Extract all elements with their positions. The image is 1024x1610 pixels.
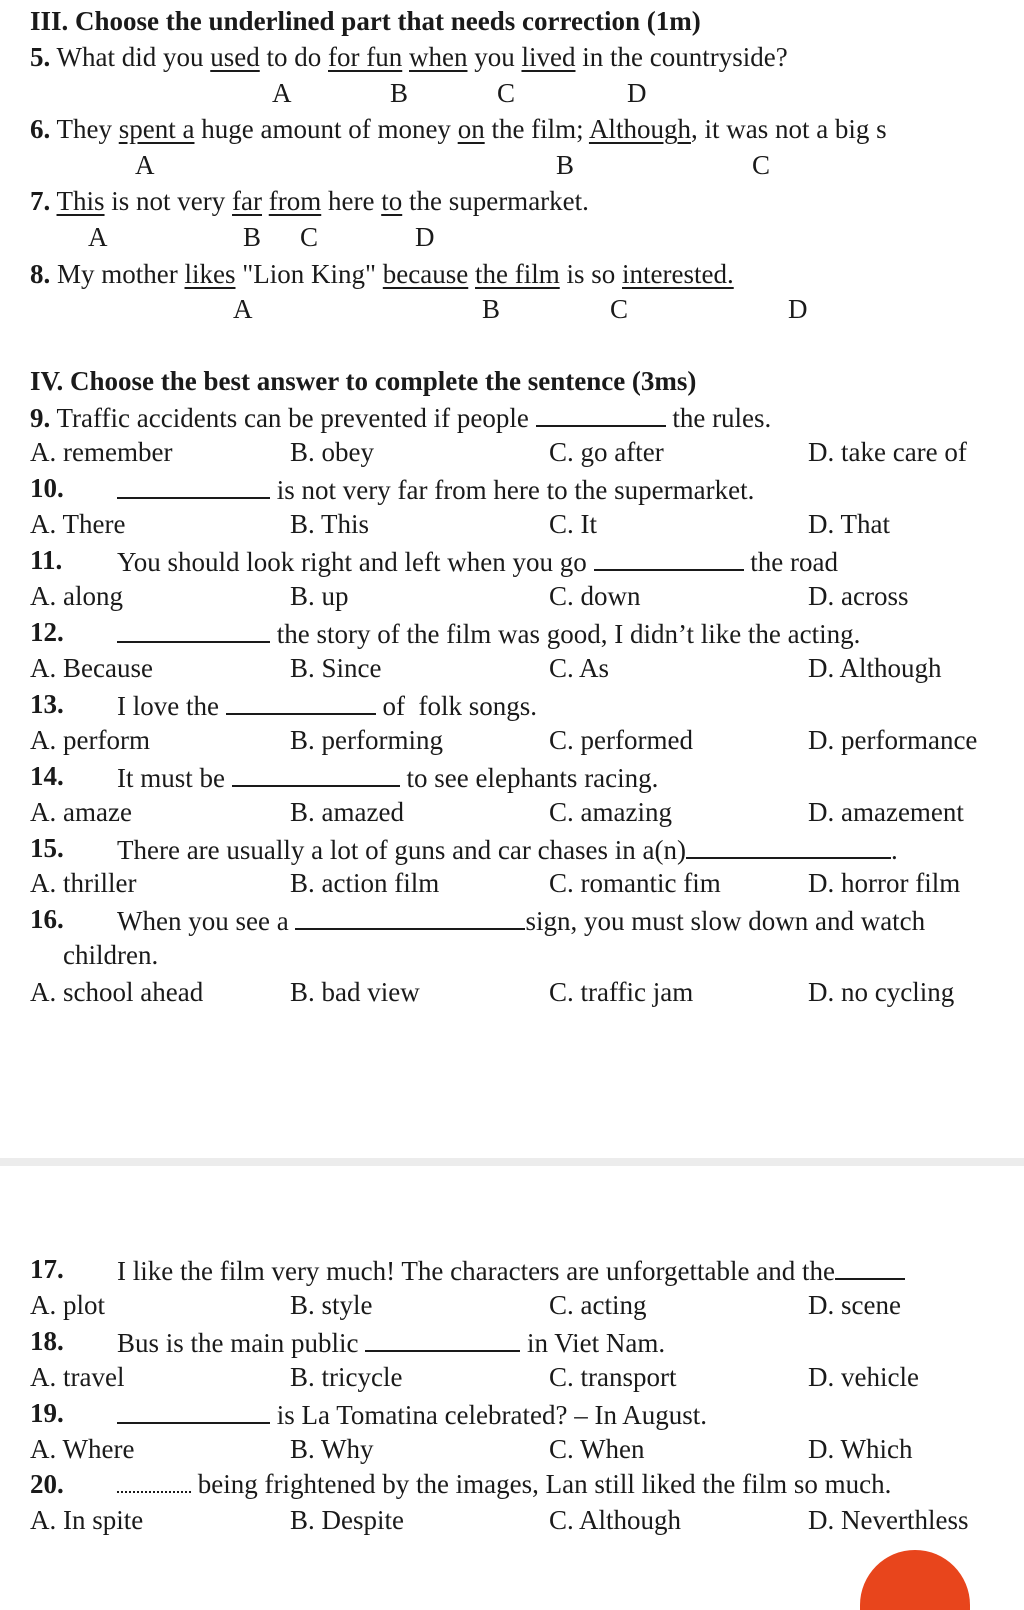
q13-option-a[interactable]: A. perform bbox=[30, 725, 150, 755]
q7-underline-a: This bbox=[56, 186, 105, 216]
q12-option-c[interactable]: C. As bbox=[549, 653, 610, 683]
q20-option-d[interactable]: D. Neverthless bbox=[808, 1505, 969, 1535]
question-8: 8. My mother likes "Lion King" because the film is so interested. bbox=[30, 259, 734, 289]
q12-option-d[interactable]: D. Although bbox=[808, 653, 942, 683]
q7-number: 7. bbox=[30, 186, 51, 216]
q13-option-d[interactable]: D. performance bbox=[808, 725, 978, 755]
question-15: 15. bbox=[30, 833, 64, 863]
q7-underline-b: far bbox=[232, 186, 262, 216]
q19-stem: is La Tomatina celebrated? – In August. bbox=[117, 1400, 707, 1429]
q12-option-a[interactable]: A. Because bbox=[30, 653, 153, 683]
q18-blank[interactable] bbox=[365, 1328, 520, 1352]
q7-label-d: D bbox=[415, 222, 435, 252]
q8-underline-d: interested. bbox=[622, 259, 734, 289]
q6-underline-a: spent a bbox=[118, 114, 195, 144]
question-19: 19. bbox=[30, 1398, 64, 1428]
q18-option-b[interactable]: B. tricycle bbox=[290, 1362, 403, 1392]
section-iii-heading: III. Choose the underlined part that needs correction (1m) bbox=[30, 6, 701, 36]
q18-option-d[interactable]: D. vehicle bbox=[808, 1362, 919, 1392]
q8-underline-b: because bbox=[382, 259, 469, 289]
q6-label-a: A bbox=[135, 150, 155, 180]
q5-label-a: A bbox=[272, 78, 292, 108]
q20-stem: being frightened by the images, Lan still liked the film so much. bbox=[117, 1471, 891, 1498]
question-13: 13. bbox=[30, 689, 64, 719]
floating-action-button[interactable] bbox=[860, 1550, 970, 1610]
question-12: 12. bbox=[30, 617, 64, 647]
q16-option-d[interactable]: D. no cycling bbox=[808, 977, 955, 1007]
q10-stem: is not very far from here to the supermarket. bbox=[117, 475, 754, 504]
q10-option-b[interactable]: B. This bbox=[290, 509, 370, 539]
q6-underline-b: on bbox=[457, 114, 485, 144]
q17-option-a[interactable]: A. plot bbox=[30, 1290, 106, 1320]
q9-option-a[interactable]: A. remember bbox=[30, 437, 173, 467]
page-separator bbox=[0, 1158, 1024, 1166]
question-5: 5. What did you used to do for fun when you lived in the countryside? bbox=[30, 42, 788, 72]
q20-option-b[interactable]: B. Despite bbox=[290, 1505, 404, 1535]
q7-underline-c: from bbox=[268, 186, 322, 216]
q7-label-b: B bbox=[243, 222, 262, 252]
q6-number: 6. bbox=[30, 114, 51, 144]
question-10: 10. bbox=[30, 473, 64, 503]
q14-option-d[interactable]: D. amazement bbox=[808, 797, 964, 827]
q18-option-a[interactable]: A. travel bbox=[30, 1362, 125, 1392]
q15-option-b[interactable]: B. action film bbox=[290, 868, 440, 898]
q5-underline-b: for fun bbox=[328, 42, 403, 72]
q13-stem: I love the of folk songs. bbox=[117, 691, 537, 721]
q11-option-c[interactable]: C. down bbox=[549, 581, 641, 611]
q9-blank[interactable] bbox=[536, 403, 666, 427]
q11-option-d[interactable]: D. across bbox=[808, 581, 909, 611]
q15-stem: There are usually a lot of guns and car chases in a(n) . bbox=[117, 835, 898, 865]
q7-underline-d: to bbox=[381, 186, 403, 216]
q18-stem: Bus is the main public in Viet Nam. bbox=[117, 1328, 666, 1358]
q15-option-d[interactable]: D. horror film bbox=[808, 868, 961, 898]
q14-blank[interactable] bbox=[232, 763, 400, 787]
q9-option-b[interactable]: B. obey bbox=[290, 437, 374, 467]
q19-option-d[interactable]: D. Which bbox=[808, 1434, 913, 1464]
q9-option-d[interactable]: D. take care of bbox=[808, 437, 967, 467]
q19-option-c[interactable]: C. When bbox=[549, 1434, 645, 1464]
q17-stem: I like the film very much! The characters are unforgettable and the bbox=[117, 1256, 905, 1285]
q20-option-c[interactable]: C. Although bbox=[549, 1505, 682, 1535]
q6-underline-c: Although bbox=[588, 114, 691, 144]
q6-label-b: B bbox=[556, 150, 575, 180]
q16-blank[interactable] bbox=[295, 906, 525, 930]
q14-option-a[interactable]: A. amaze bbox=[30, 797, 132, 827]
q17-blank[interactable] bbox=[835, 1256, 905, 1280]
q8-underline-c: the film bbox=[475, 259, 560, 289]
question-9: 9. Traffic accidents can be prevented if people the rules. bbox=[30, 403, 772, 433]
question-7: 7. This is not very far from here to the supermarket. bbox=[30, 186, 589, 216]
section-iv-heading: IV. Choose the best answer to complete the sentence (3ms) bbox=[30, 366, 697, 396]
question-6: 6. They spent a huge amount of money on the film; Although, it was not a big s bbox=[30, 114, 887, 144]
q20-blank[interactable] bbox=[117, 1471, 191, 1493]
q5-label-c: C bbox=[497, 78, 516, 108]
q14-option-c[interactable]: C. amazing bbox=[549, 797, 672, 827]
question-18: 18. bbox=[30, 1326, 64, 1356]
q15-option-a[interactable]: A. thriller bbox=[30, 868, 137, 898]
q16-option-b[interactable]: B. bad view bbox=[290, 977, 420, 1007]
q11-blank[interactable] bbox=[594, 547, 744, 571]
q17-option-d[interactable]: D. scene bbox=[808, 1290, 901, 1320]
q14-option-b[interactable]: B. amazed bbox=[290, 797, 404, 827]
q12-option-b[interactable]: B. Since bbox=[290, 653, 382, 683]
q8-label-b: B bbox=[482, 294, 501, 324]
q17-option-c[interactable]: C. acting bbox=[549, 1290, 647, 1320]
question-20: 20. bbox=[30, 1469, 64, 1499]
question-16: 16. bbox=[30, 904, 64, 934]
q13-option-c[interactable]: C. performed bbox=[549, 725, 693, 755]
question-14: 14. bbox=[30, 761, 64, 791]
q19-option-a[interactable]: A. Where bbox=[30, 1434, 135, 1464]
q8-label-d: D bbox=[788, 294, 808, 324]
question-17: 17. bbox=[30, 1254, 64, 1284]
q13-option-b[interactable]: B. performing bbox=[290, 725, 443, 755]
q10-blank[interactable] bbox=[117, 475, 270, 499]
q8-number: 8. bbox=[30, 259, 51, 289]
q7-label-a: A bbox=[88, 222, 108, 252]
q14-stem: It must be to see elephants racing. bbox=[117, 763, 659, 793]
q8-label-c: C bbox=[610, 294, 629, 324]
q7-label-c: C bbox=[300, 222, 319, 252]
q11-option-a[interactable]: A. along bbox=[30, 581, 123, 611]
q18-option-c[interactable]: C. transport bbox=[549, 1362, 677, 1392]
q10-option-c[interactable]: C. It bbox=[549, 509, 598, 539]
q20-option-a[interactable]: A. In spite bbox=[30, 1505, 144, 1535]
q16-option-a[interactable]: A. school ahead bbox=[30, 977, 204, 1007]
q5-underline-d: lived bbox=[521, 42, 576, 72]
q16-option-c[interactable]: C. traffic jam bbox=[549, 977, 694, 1007]
q19-option-b[interactable]: B. Why bbox=[290, 1434, 374, 1464]
q13-blank[interactable] bbox=[226, 691, 376, 715]
q11-option-b[interactable]: B. up bbox=[290, 581, 349, 611]
q5-label-b: B bbox=[390, 78, 409, 108]
q10-option-a[interactable]: A. There bbox=[30, 509, 126, 539]
q17-option-b[interactable]: B. style bbox=[290, 1290, 373, 1320]
q12-blank[interactable] bbox=[117, 619, 270, 643]
q5-number: 5. bbox=[30, 42, 51, 72]
q15-blank[interactable] bbox=[686, 835, 891, 859]
q8-label-a: A bbox=[233, 294, 253, 324]
q6-label-c: C bbox=[752, 150, 771, 180]
q19-blank[interactable] bbox=[117, 1400, 270, 1424]
q11-stem: You should look right and left when you go the road bbox=[117, 547, 838, 577]
question-11: 11. bbox=[30, 545, 63, 575]
q16-stem-continued: children. bbox=[63, 940, 159, 970]
q15-option-c[interactable]: C. romantic fim bbox=[549, 868, 721, 898]
q12-stem: the story of the film was good, I didn’t like the acting. bbox=[117, 619, 860, 648]
q5-underline-a: used bbox=[210, 42, 260, 72]
q5-label-d: D bbox=[627, 78, 647, 108]
q5-underline-c: when bbox=[409, 42, 468, 72]
q9-option-c[interactable]: C. go after bbox=[549, 437, 664, 467]
q16-stem: When you see a sign, you must slow down and watch bbox=[117, 906, 926, 936]
q8-underline-a: likes bbox=[184, 259, 236, 289]
q10-option-d[interactable]: D. That bbox=[808, 509, 890, 539]
